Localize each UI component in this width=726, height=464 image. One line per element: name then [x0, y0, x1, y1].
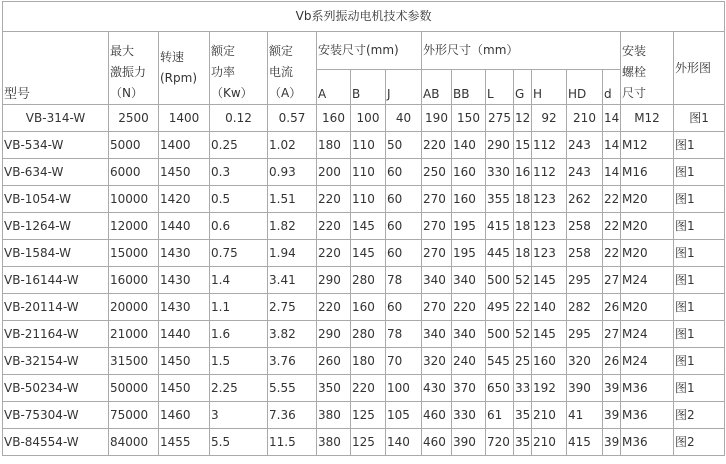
cell-j: 100: [386, 375, 422, 402]
cell-l: 720: [486, 429, 514, 456]
cell-g: 33: [514, 375, 532, 402]
cell-l: 445: [486, 240, 514, 267]
cell-ab: 460: [422, 402, 452, 429]
cell-g: 52: [514, 321, 532, 348]
cell-figure: 图2: [674, 429, 725, 456]
cell-power: 0.5: [210, 186, 268, 213]
table-row: [3, 267, 725, 294]
cell-g: 15: [514, 132, 532, 159]
cell-power: 0.25: [210, 132, 268, 159]
cell-power: 1.4: [210, 267, 268, 294]
cell-hd: 41: [567, 402, 603, 429]
cell-ab: 320: [422, 348, 452, 375]
header-col-ab: AB: [422, 70, 452, 105]
cell-j: 78: [386, 321, 422, 348]
cell-h: 192: [532, 375, 567, 402]
cell-figure: 图1: [674, 213, 725, 240]
cell-b: 180: [351, 348, 386, 375]
cell-speed: 1400: [159, 105, 210, 132]
cell-bolt: M16: [621, 159, 674, 186]
cell-j: 140: [386, 429, 422, 456]
cell-figure: 图1: [674, 132, 725, 159]
cell-l: 330: [486, 159, 514, 186]
cell-model: VB-634-W: [3, 159, 109, 186]
cell-l: 650: [486, 375, 514, 402]
cell-g: 18: [514, 213, 532, 240]
header-figure: 外形图: [674, 32, 725, 105]
cell-b: 100: [351, 105, 386, 132]
cell-ab: 270: [422, 240, 452, 267]
cell-figure: 图1: [674, 321, 725, 348]
table-row: [3, 240, 725, 267]
cell-speed: 1460: [159, 402, 210, 429]
table-row: [3, 348, 725, 375]
cell-model: VB-16144-W: [3, 267, 109, 294]
cell-current: 2.75: [268, 294, 317, 321]
cell-b: 280: [351, 321, 386, 348]
header-model: 型号: [3, 32, 109, 105]
cell-bolt: M36: [621, 402, 674, 429]
cell-d: 26: [603, 294, 621, 321]
cell-force: 15000: [109, 240, 159, 267]
cell-j: 105: [386, 402, 422, 429]
cell-bb: 150: [452, 105, 486, 132]
cell-a: 220: [317, 186, 351, 213]
cell-l: 355: [486, 186, 514, 213]
table-row: [3, 213, 725, 240]
cell-force: 84000: [109, 429, 159, 456]
cell-a: 350: [317, 375, 351, 402]
table-row: [3, 159, 725, 186]
cell-bb: 240: [452, 348, 486, 375]
cell-bolt: M24: [621, 267, 674, 294]
cell-force: 75000: [109, 402, 159, 429]
cell-speed: 1450: [159, 375, 210, 402]
cell-bolt: M20: [621, 186, 674, 213]
cell-j: 60: [386, 294, 422, 321]
cell-model: VB-21164-W: [3, 321, 109, 348]
cell-model: VB-314-W: [3, 105, 109, 132]
cell-figure: 图1: [674, 186, 725, 213]
cell-power: 0.75: [210, 240, 268, 267]
cell-j: 60: [386, 159, 422, 186]
cell-d: 27: [603, 321, 621, 348]
cell-h: 210: [532, 429, 567, 456]
cell-bb: 340: [452, 321, 486, 348]
cell-ab: 190: [422, 105, 452, 132]
cell-j: 70: [386, 348, 422, 375]
header-col-d: d: [603, 70, 621, 105]
cell-hd: 282: [567, 294, 603, 321]
cell-speed: 1420: [159, 186, 210, 213]
header-force: 最大 激振力 （N）: [109, 32, 159, 105]
cell-a: 180: [317, 132, 351, 159]
cell-speed: 1455: [159, 429, 210, 456]
cell-h: 123: [532, 240, 567, 267]
cell-force: 21000: [109, 321, 159, 348]
cell-d: 39: [603, 402, 621, 429]
table-row: [3, 321, 725, 348]
cell-l: 415: [486, 213, 514, 240]
cell-power: 0.6: [210, 213, 268, 240]
cell-hd: 210: [567, 105, 603, 132]
cell-d: 22: [603, 213, 621, 240]
cell-bolt: M36: [621, 375, 674, 402]
cell-power: 1.6: [210, 321, 268, 348]
cell-speed: 1450: [159, 348, 210, 375]
cell-b: 110: [351, 186, 386, 213]
cell-bb: 330: [452, 402, 486, 429]
header-col-h: H: [532, 70, 567, 105]
cell-hd: 243: [567, 132, 603, 159]
table-row: [3, 294, 725, 321]
cell-l: 275: [486, 105, 514, 132]
cell-g: 25: [514, 348, 532, 375]
cell-model: VB-1584-W: [3, 240, 109, 267]
table-title: Vb系列振动电机技术参数: [3, 2, 725, 32]
cell-figure: 图1: [674, 267, 725, 294]
cell-model: VB-50234-W: [3, 375, 109, 402]
table-row: [3, 429, 725, 456]
cell-hd: 390: [567, 375, 603, 402]
cell-ab: 270: [422, 186, 452, 213]
cell-d: 14: [603, 132, 621, 159]
cell-speed: 1400: [159, 132, 210, 159]
table-row: [3, 375, 725, 402]
cell-hd: 262: [567, 186, 603, 213]
cell-speed: 1430: [159, 240, 210, 267]
cell-g: 35: [514, 429, 532, 456]
cell-bb: 390: [452, 429, 486, 456]
cell-force: 20000: [109, 294, 159, 321]
cell-h: 210: [532, 402, 567, 429]
cell-current: 11.5: [268, 429, 317, 456]
cell-b: 125: [351, 402, 386, 429]
table-row: [3, 186, 725, 213]
cell-g: 22: [514, 294, 532, 321]
cell-power: 5.5: [210, 429, 268, 456]
cell-l: 61: [486, 402, 514, 429]
cell-h: 123: [532, 186, 567, 213]
cell-d: 39: [603, 375, 621, 402]
cell-b: 125: [351, 429, 386, 456]
cell-h: 140: [532, 294, 567, 321]
cell-bolt: M24: [621, 321, 674, 348]
cell-a: 220: [317, 240, 351, 267]
cell-bb: 370: [452, 375, 486, 402]
cell-bb: 140: [452, 132, 486, 159]
cell-h: 123: [532, 213, 567, 240]
cell-h: 160: [532, 348, 567, 375]
cell-ab: 460: [422, 429, 452, 456]
cell-figure: 图1: [674, 294, 725, 321]
cell-d: 14: [603, 159, 621, 186]
cell-hd: 258: [567, 213, 603, 240]
cell-g: 16: [514, 159, 532, 186]
cell-d: 22: [603, 186, 621, 213]
cell-current: 1.02: [268, 132, 317, 159]
cell-a: 260: [317, 348, 351, 375]
cell-figure: 图1: [674, 240, 725, 267]
cell-d: 39: [603, 429, 621, 456]
cell-bb: 340: [452, 267, 486, 294]
cell-bolt: M12: [621, 132, 674, 159]
cell-a: 380: [317, 402, 351, 429]
cell-d: 14: [603, 105, 621, 132]
cell-ab: 270: [422, 213, 452, 240]
cell-b: 110: [351, 159, 386, 186]
cell-j: 60: [386, 240, 422, 267]
header-bolt: 安装 螺栓 尺寸: [621, 32, 674, 105]
cell-current: 1.51: [268, 186, 317, 213]
cell-hd: 295: [567, 321, 603, 348]
cell-force: 31500: [109, 348, 159, 375]
cell-figure: 图1: [674, 105, 725, 132]
cell-a: 290: [317, 267, 351, 294]
cell-j: 40: [386, 105, 422, 132]
header-col-a: A: [317, 70, 351, 105]
cell-force: 5000: [109, 132, 159, 159]
cell-l: 500: [486, 267, 514, 294]
cell-current: 7.36: [268, 402, 317, 429]
header-col-g: G: [514, 70, 532, 105]
cell-a: 160: [317, 105, 351, 132]
table-row: [3, 402, 725, 429]
cell-bolt: M20: [621, 240, 674, 267]
cell-g: 18: [514, 186, 532, 213]
cell-power: 1.5: [210, 348, 268, 375]
cell-g: 18: [514, 240, 532, 267]
table-row: [3, 132, 725, 159]
cell-l: 495: [486, 294, 514, 321]
header-col-bb: BB: [452, 70, 486, 105]
cell-current: 0.57: [268, 105, 317, 132]
cell-current: 1.82: [268, 213, 317, 240]
header-speed: 转速 (Rpm): [159, 32, 210, 105]
cell-g: 52: [514, 267, 532, 294]
cell-l: 500: [486, 321, 514, 348]
cell-b: 280: [351, 267, 386, 294]
cell-current: 3.82: [268, 321, 317, 348]
cell-bolt: M20: [621, 213, 674, 240]
cell-hd: 320: [567, 348, 603, 375]
header-col-hd: HD: [567, 70, 603, 105]
cell-speed: 1430: [159, 267, 210, 294]
cell-h: 145: [532, 321, 567, 348]
cell-power: 0.3: [210, 159, 268, 186]
cell-ab: 270: [422, 294, 452, 321]
cell-bb: 220: [452, 294, 486, 321]
cell-power: 2.25: [210, 375, 268, 402]
spec-table: [2, 1, 725, 456]
cell-speed: 1440: [159, 321, 210, 348]
cell-d: 26: [603, 348, 621, 375]
cell-current: 1.94: [268, 240, 317, 267]
cell-bolt: M24: [621, 348, 674, 375]
cell-speed: 1450: [159, 159, 210, 186]
cell-d: 27: [603, 267, 621, 294]
cell-current: 5.55: [268, 375, 317, 402]
cell-bb: 160: [452, 186, 486, 213]
cell-power: 1.1: [210, 294, 268, 321]
header-power: 额定 功率 （Kw）: [210, 32, 268, 105]
cell-a: 220: [317, 294, 351, 321]
cell-model: VB-32154-W: [3, 348, 109, 375]
cell-figure: 图1: [674, 159, 725, 186]
cell-d: 22: [603, 240, 621, 267]
cell-a: 380: [317, 429, 351, 456]
cell-speed: 1430: [159, 294, 210, 321]
cell-l: 545: [486, 348, 514, 375]
cell-ab: 250: [422, 159, 452, 186]
cell-g: 35: [514, 402, 532, 429]
header-current: 额定 电流 （A）: [268, 32, 317, 105]
cell-hd: 295: [567, 267, 603, 294]
cell-force: 6000: [109, 159, 159, 186]
cell-force: 12000: [109, 213, 159, 240]
cell-j: 78: [386, 267, 422, 294]
cell-bb: 195: [452, 240, 486, 267]
header-col-l: L: [486, 70, 514, 105]
header-outline-size: 外形尺寸（mm）: [422, 32, 621, 70]
cell-hd: 415: [567, 429, 603, 456]
cell-force: 16000: [109, 267, 159, 294]
cell-b: 220: [351, 375, 386, 402]
cell-model: VB-1054-W: [3, 186, 109, 213]
cell-speed: 1440: [159, 213, 210, 240]
cell-force: 2500: [109, 105, 159, 132]
cell-current: 3.41: [268, 267, 317, 294]
cell-b: 145: [351, 213, 386, 240]
cell-figure: 图1: [674, 348, 725, 375]
cell-h: 112: [532, 132, 567, 159]
cell-j: 60: [386, 186, 422, 213]
cell-a: 220: [317, 213, 351, 240]
cell-figure: 图1: [674, 375, 725, 402]
cell-ab: 340: [422, 267, 452, 294]
cell-j: 50: [386, 132, 422, 159]
cell-current: 3.76: [268, 348, 317, 375]
cell-model: VB-534-W: [3, 132, 109, 159]
cell-ab: 220: [422, 132, 452, 159]
cell-b: 145: [351, 240, 386, 267]
cell-h: 145: [532, 267, 567, 294]
cell-j: 60: [386, 213, 422, 240]
cell-current: 0.93: [268, 159, 317, 186]
header-col-j: J: [386, 70, 422, 105]
cell-h: 92: [532, 105, 567, 132]
cell-l: 290: [486, 132, 514, 159]
header-col-b: B: [351, 70, 386, 105]
cell-model: VB-1264-W: [3, 213, 109, 240]
cell-force: 10000: [109, 186, 159, 213]
cell-ab: 430: [422, 375, 452, 402]
cell-a: 200: [317, 159, 351, 186]
cell-h: 112: [532, 159, 567, 186]
cell-bolt: M20: [621, 294, 674, 321]
cell-bb: 195: [452, 213, 486, 240]
cell-bolt: M36: [621, 429, 674, 456]
cell-hd: 243: [567, 159, 603, 186]
cell-model: VB-75304-W: [3, 402, 109, 429]
cell-bolt: M12: [621, 105, 674, 132]
table-row: [3, 105, 725, 132]
cell-ab: 340: [422, 321, 452, 348]
cell-power: 3: [210, 402, 268, 429]
cell-b: 110: [351, 132, 386, 159]
cell-a: 290: [317, 321, 351, 348]
cell-hd: 258: [567, 240, 603, 267]
cell-model: VB-84554-W: [3, 429, 109, 456]
cell-figure: 图2: [674, 402, 725, 429]
cell-b: 160: [351, 294, 386, 321]
cell-g: 12: [514, 105, 532, 132]
cell-force: 50000: [109, 375, 159, 402]
header-mount-size: 安装尺寸(mm): [317, 32, 422, 70]
cell-bb: 160: [452, 159, 486, 186]
cell-model: VB-20114-W: [3, 294, 109, 321]
cell-power: 0.12: [210, 105, 268, 132]
